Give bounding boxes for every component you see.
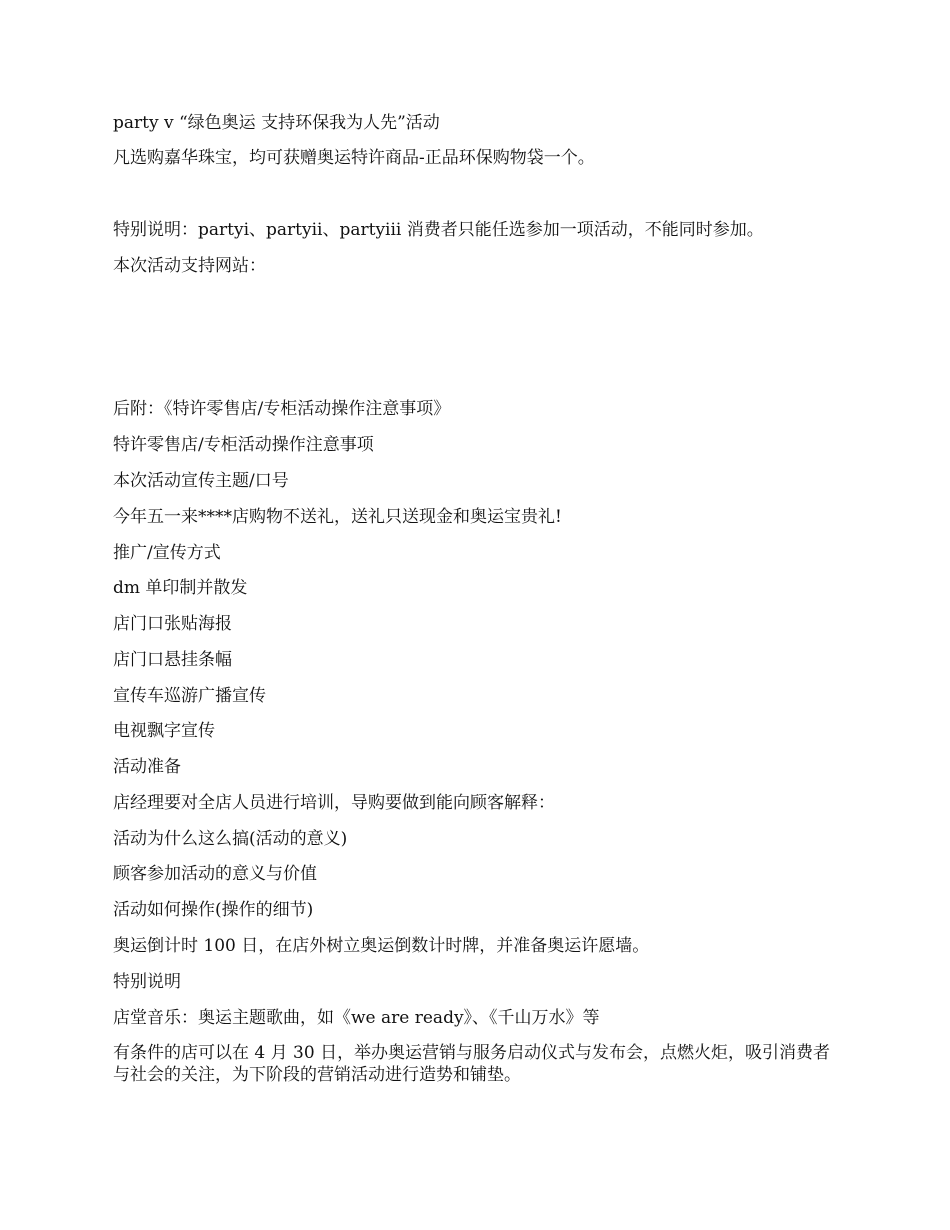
promotion-heading: 推广/宣传方式 bbox=[113, 543, 221, 563]
special-note: 特别说明：partyi、partyii、partyiii 消费者只能任选参加一项活动，不能同时参加。 bbox=[113, 220, 764, 240]
activity-description: 凡选购嘉华珠宝，均可获赠奥运特许商品-正品环保购物袋一个。 bbox=[113, 148, 595, 168]
preparation-item: 活动如何操作(操作的细节) bbox=[113, 900, 314, 920]
activity-title: party v “绿色奥运 支持环保我为人先”活动 bbox=[113, 113, 440, 133]
preparation-item: 活动为什么这么搞(活动的意义) bbox=[113, 829, 348, 849]
supported-websites-label: 本次活动支持网站： bbox=[113, 256, 266, 276]
preparation-item: 顾客参加活动的意义与价值 bbox=[113, 864, 317, 884]
promotion-item: 店门口张贴海报 bbox=[113, 614, 232, 634]
preparation-item: 店经理要对全店人员进行培训，导购要做到能向顾客解释： bbox=[113, 793, 555, 813]
store-music-note: 店堂音乐：奥运主题歌曲，如《we are ready》、《千山万水》等 bbox=[113, 1008, 600, 1028]
promotion-item: dm 单印制并散发 bbox=[113, 578, 248, 598]
theme-slogan: 今年五一来****店购物不送礼，送礼只送现金和奥运宝贵礼! bbox=[113, 507, 562, 527]
promotion-item: 店门口悬挂条幅 bbox=[113, 650, 232, 670]
promotion-item: 电视飘字宣传 bbox=[113, 721, 215, 741]
theme-heading: 本次活动宣传主题/口号 bbox=[113, 471, 289, 491]
preparation-item: 奥运倒计时 100 日，在店外树立奥运倒数计时牌，并准备奥运许愿墙。 bbox=[113, 936, 650, 956]
appendix-title: 特许零售店/专柜活动操作注意事项 bbox=[113, 435, 374, 455]
promotion-item: 宣传车巡游广播宣传 bbox=[113, 686, 266, 706]
appendix-heading: 后附：《特许零售店/专柜活动操作注意事项》 bbox=[113, 399, 451, 419]
preparation-heading: 活动准备 bbox=[113, 757, 181, 777]
closing-paragraph: 有条件的店可以在 4 月 30 日，举办奥运营销与服务启动仪式与发布会，点燃火炬，吸引消费者与社会的关注，为下阶段的营销活动进行造势和铺垫。 bbox=[113, 1043, 831, 1085]
special-heading: 特别说明 bbox=[113, 972, 181, 992]
